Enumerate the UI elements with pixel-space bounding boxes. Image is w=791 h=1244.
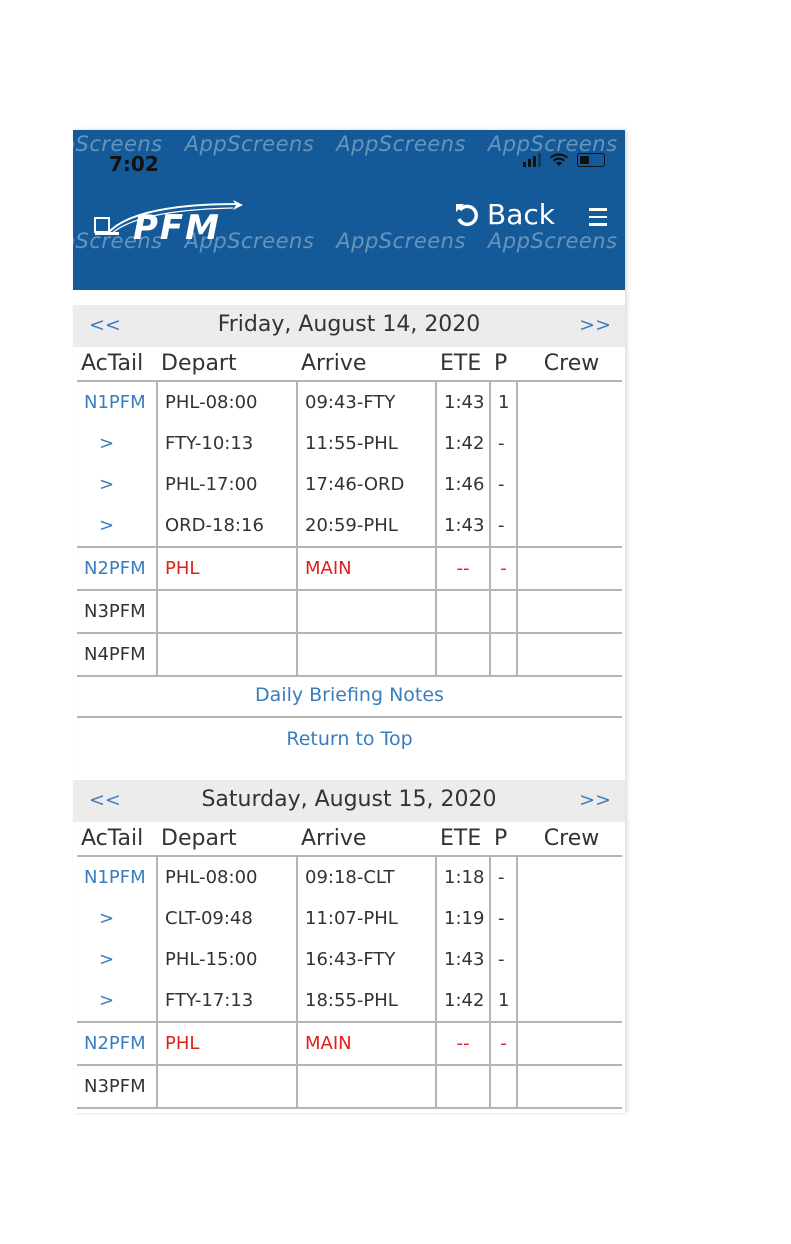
continuation-marker[interactable]: >	[99, 990, 115, 1011]
continuation-marker[interactable]: >	[99, 949, 115, 970]
depart-cell: PHL-17:00	[157, 464, 297, 505]
aircraft-group	[77, 856, 622, 1022]
ete-cell: --	[436, 547, 490, 590]
crew-cell	[517, 1065, 622, 1108]
depart-cell	[157, 633, 297, 676]
p-cell: -	[490, 423, 517, 464]
p-cell: -	[490, 939, 517, 980]
arrive-cell	[297, 1065, 436, 1108]
arrive-cell: 17:46-ORD	[297, 464, 436, 505]
arrive-cell: MAIN	[297, 1022, 436, 1065]
back-label: Back	[487, 198, 555, 231]
p-cell: -	[490, 505, 517, 547]
p-cell: -	[490, 464, 517, 505]
table-row	[77, 1065, 622, 1108]
next-day-link[interactable]: >>	[579, 789, 611, 811]
p-cell	[490, 633, 517, 676]
p-cell: 1	[490, 381, 517, 423]
ete-cell: 1:18	[436, 856, 490, 898]
arrive-cell	[297, 633, 436, 676]
arrive-cell	[297, 590, 436, 633]
continuation-marker[interactable]: >	[99, 908, 115, 929]
wifi-icon	[549, 153, 569, 167]
table-row	[77, 1022, 622, 1065]
ete-cell: 1:43	[436, 381, 490, 423]
arrive-cell: 16:43-FTY	[297, 939, 436, 980]
column-header-depart: Depart	[157, 347, 297, 381]
depart-cell: CLT-09:48	[157, 898, 297, 939]
hamburger-menu-icon[interactable]	[589, 208, 607, 231]
tail-cell[interactable]: N3PFM	[84, 1076, 146, 1097]
column-header-row	[77, 822, 622, 856]
depart-cell: PHL	[157, 1022, 297, 1065]
p-cell	[490, 1065, 517, 1108]
ete-cell: 1:19	[436, 898, 490, 939]
status-icons	[523, 153, 605, 167]
pfm-logo	[93, 194, 253, 248]
arrive-cell: 09:18-CLT	[297, 856, 436, 898]
aircraft-group	[77, 547, 622, 590]
tail-cell[interactable]: N4PFM	[84, 644, 146, 665]
depart-cell: FTY-17:13	[157, 980, 297, 1022]
watermark: AppScreens AppScreens AppScreens AppScreens AppScreens	[33, 132, 770, 156]
column-header-arrive: Arrive	[297, 822, 436, 856]
app-screen	[33, 130, 770, 1113]
back-button[interactable]	[453, 198, 555, 231]
ete-cell: --	[436, 1022, 490, 1065]
schedule-table	[77, 347, 622, 677]
day-title: Friday, August 14, 2020	[217, 312, 481, 337]
tail-cell[interactable]: N2PFM	[84, 558, 146, 579]
tail-cell[interactable]: N2PFM	[84, 1033, 146, 1054]
depart-cell: ORD-18:16	[157, 505, 297, 547]
aircraft-group	[77, 381, 622, 547]
column-header-ete: ETE	[436, 347, 490, 381]
crew-cell	[517, 856, 622, 1022]
column-header-actail: AcTail	[77, 822, 157, 856]
day-header	[73, 305, 625, 347]
p-cell: 1	[490, 980, 517, 1022]
prev-day-link[interactable]: <<	[89, 789, 121, 811]
table-row	[77, 856, 622, 898]
column-header-ete: ETE	[436, 822, 490, 856]
aircraft-group	[77, 590, 622, 633]
battery-icon	[577, 153, 605, 167]
crew-cell	[517, 547, 622, 590]
day-header	[73, 780, 625, 822]
arrive-cell: 20:59-PHL	[297, 505, 436, 547]
ete-cell: 1:43	[436, 505, 490, 547]
ete-cell: 1:42	[436, 423, 490, 464]
column-header-p: P	[490, 822, 517, 856]
aircraft-group	[77, 633, 622, 676]
table-row	[77, 381, 622, 423]
undo-icon	[453, 201, 481, 229]
aircraft-group	[77, 1022, 622, 1065]
watermark: AppScreens AppScreens AppScreens AppScreens AppScreens	[33, 229, 770, 253]
ete-cell: 1:46	[436, 464, 490, 505]
schedule-table	[77, 822, 622, 1109]
app-header	[33, 130, 770, 290]
depart-cell: FTY-10:13	[157, 423, 297, 464]
depart-cell: PHL-08:00	[157, 381, 297, 423]
depart-cell: PHL-08:00	[157, 856, 297, 898]
depart-cell: PHL	[157, 547, 297, 590]
table-row	[77, 547, 622, 590]
logo-text: PFM	[133, 208, 221, 248]
continuation-marker[interactable]: >	[99, 433, 115, 454]
p-cell: -	[490, 856, 517, 898]
column-header-arrive: Arrive	[297, 347, 436, 381]
next-day-link[interactable]: >>	[579, 314, 611, 336]
signal-icon	[523, 153, 541, 167]
depart-cell: PHL-15:00	[157, 939, 297, 980]
p-cell: -	[490, 547, 517, 590]
column-header-depart: Depart	[157, 822, 297, 856]
column-header-p: P	[490, 347, 517, 381]
crew-cell	[517, 381, 622, 547]
column-header-crew: Crew	[517, 347, 622, 381]
daily-briefing-notes-link[interactable]: Daily Briefing Notes	[77, 674, 622, 718]
p-cell: -	[490, 1022, 517, 1065]
arrive-cell: MAIN	[297, 547, 436, 590]
column-header-actail: AcTail	[77, 347, 157, 381]
tail-cell[interactable]: N3PFM	[84, 601, 146, 622]
crew-cell	[517, 633, 622, 676]
ete-cell	[436, 633, 490, 676]
continuation-marker[interactable]: >	[99, 515, 115, 536]
prev-day-link[interactable]: <<	[89, 314, 121, 336]
ete-cell	[436, 590, 490, 633]
depart-cell	[157, 590, 297, 633]
return-to-top-link[interactable]: Return to Top	[286, 728, 413, 750]
aircraft-group	[77, 1065, 622, 1108]
arrive-cell: 18:55-PHL	[297, 980, 436, 1022]
p-cell: -	[490, 898, 517, 939]
continuation-marker[interactable]: >	[99, 474, 115, 495]
day-title: Saturday, August 15, 2020	[201, 787, 497, 812]
ete-cell	[436, 1065, 490, 1108]
arrive-cell: 11:07-PHL	[297, 898, 436, 939]
table-row	[77, 590, 622, 633]
arrive-cell: 09:43-FTY	[297, 381, 436, 423]
tail-cell[interactable]: N1PFM	[84, 392, 146, 413]
arrive-cell: 11:55-PHL	[297, 423, 436, 464]
status-time: 7:02	[109, 152, 159, 176]
crew-cell	[517, 590, 622, 633]
ete-cell: 1:42	[436, 980, 490, 1022]
ete-cell: 1:43	[436, 939, 490, 980]
tail-cell[interactable]: N1PFM	[84, 867, 146, 888]
p-cell	[490, 590, 517, 633]
column-header-row	[77, 347, 622, 381]
depart-cell	[157, 1065, 297, 1108]
table-row	[77, 633, 622, 676]
column-header-crew: Crew	[517, 822, 622, 856]
crew-cell	[517, 1022, 622, 1065]
